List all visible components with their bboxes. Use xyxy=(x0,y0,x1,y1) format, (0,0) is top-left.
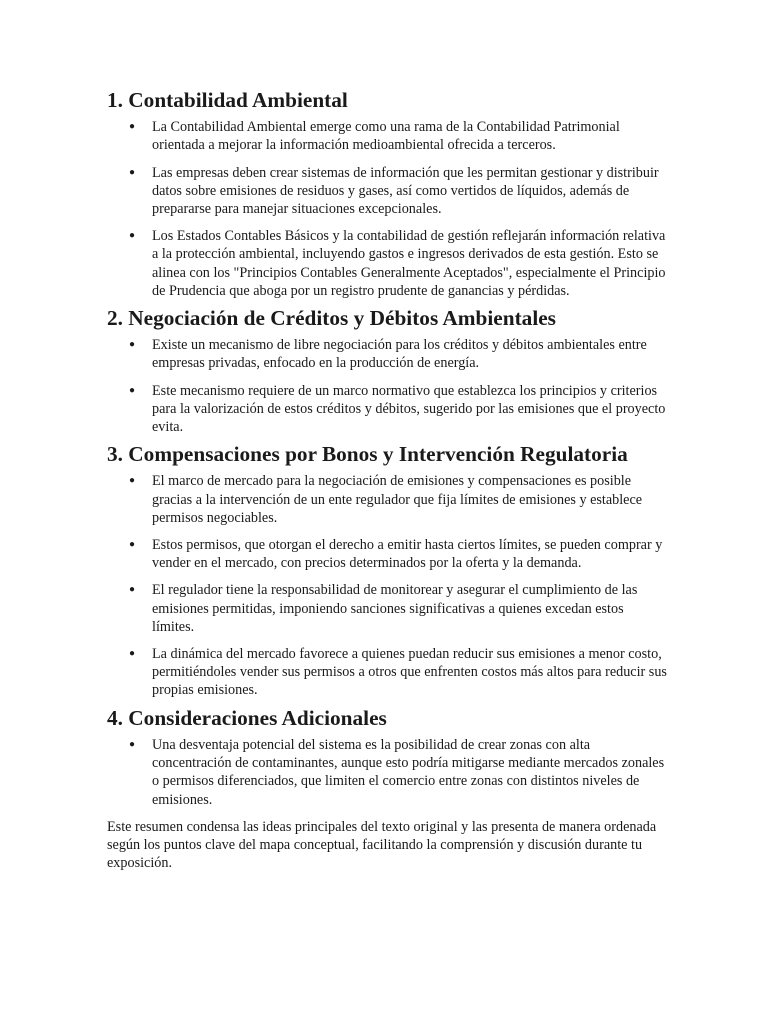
bullet-icon: ● xyxy=(129,539,136,551)
bullet-text: Las empresas deben crear sistemas de información que les permitan gestionar y distribuir datos sobre emisiones de residuos y gases, así como vertidos de líquidos, además de prepararse para manejar situaciones excepcionales. xyxy=(152,164,659,218)
list-item xyxy=(107,536,668,572)
bullet-text: La Contabilidad Ambiental emerge como una rama de la Contabilidad Patrimonial orientada a mejorar la información medioambiental ofrecida a terceros. xyxy=(152,119,620,154)
list-item xyxy=(107,581,668,636)
bullet-text: El regulador tiene la responsabilidad de monitorear y asegurar el cumplimiento de las emisiones permitidas, imponiendo sanciones significativas a quienes excedan estos límites. xyxy=(152,582,638,635)
bullet-list xyxy=(107,336,668,436)
closing-paragraph: Este resumen condensa las ideas principales del texto original y las presenta de manera ordenada según los puntos clave del mapa conceptual, facilitando la comprensión y discusión durante tu exposición. xyxy=(107,818,657,872)
bullet-text: La dinámica del mercado favorece a quienes puedan reducir sus emisiones a menor costo, permitiéndoles vender sus permisos a otros que enfrenten costos más altos para reducir sus propias emisiones. xyxy=(152,646,667,699)
bullet-text: Una desventaja potencial del sistema es la posibilidad de crear zonas con alta concentración de contaminantes, aunque esto podría mitigarse mediante mercados zonales o permisos diferenciados, que limiten el comercio entre zonas con distintos niveles de emisiones. xyxy=(152,736,665,808)
bullet-text: Este mecanismo requiere de un marco normativo que establezca los principios y criterios para la valorización de estos créditos y débitos, sugerido por las emisiones que el proyecto evita. xyxy=(152,382,666,436)
bullet-icon: ● xyxy=(129,121,136,133)
bullet-text: Los Estados Contables Básicos y la contabilidad de gestión reflejarán información relativa a la protección ambiental, incluyendo gastos e ingresos derivados de esta gestión. Esto se alinea con los "Principios Contables Generalmente Aceptados", especialmente el Principio de Prudencia que aboga por un registro prudente de ganancias y pérdidas. xyxy=(152,228,666,299)
bullet-list xyxy=(107,118,668,300)
bullet-text: El marco de mercado para la negociación de emisiones y compensaciones es posible gracias a la intervención de un ente regulador que fija límites de emisiones y establece permisos negociables. xyxy=(152,473,643,526)
bullet-icon: ● xyxy=(129,648,136,660)
bullet-icon: ● xyxy=(129,584,136,596)
list-item xyxy=(107,472,668,527)
section-heading: 1. Contabilidad Ambiental xyxy=(107,88,348,112)
list-item xyxy=(107,336,668,372)
bullet-icon: ● xyxy=(129,166,136,178)
section-heading: 2. Negociación de Créditos y Débitos Ambientales xyxy=(107,306,556,331)
list-item xyxy=(107,118,668,154)
bullet-text: Existe un mecanismo de libre negociación para los créditos y débitos ambientales entre empresas privadas, enfocado en la producción de energía. xyxy=(152,337,647,372)
list-item xyxy=(107,164,668,219)
bullet-icon: ● xyxy=(129,738,136,750)
bullet-list xyxy=(107,736,668,809)
section-heading: 4. Consideraciones Adicionales xyxy=(107,705,387,730)
list-item xyxy=(107,736,668,809)
bullet-icon: ● xyxy=(129,339,136,351)
bullet-icon: ● xyxy=(129,384,136,396)
list-item xyxy=(107,382,668,437)
list-item xyxy=(107,227,668,300)
section-heading: 3. Compensaciones por Bonos y Intervención Regulatoria xyxy=(107,442,628,467)
bullet-icon: ● xyxy=(129,230,136,242)
list-item xyxy=(107,645,668,700)
bullet-list xyxy=(107,472,668,699)
bullet-icon: ● xyxy=(129,475,136,487)
bullet-text: Estos permisos, que otorgan el derecho a emitir hasta ciertos límites, se pueden comprar y vender en el mercado, con precios determinados por la oferta y la demanda. xyxy=(152,537,663,572)
